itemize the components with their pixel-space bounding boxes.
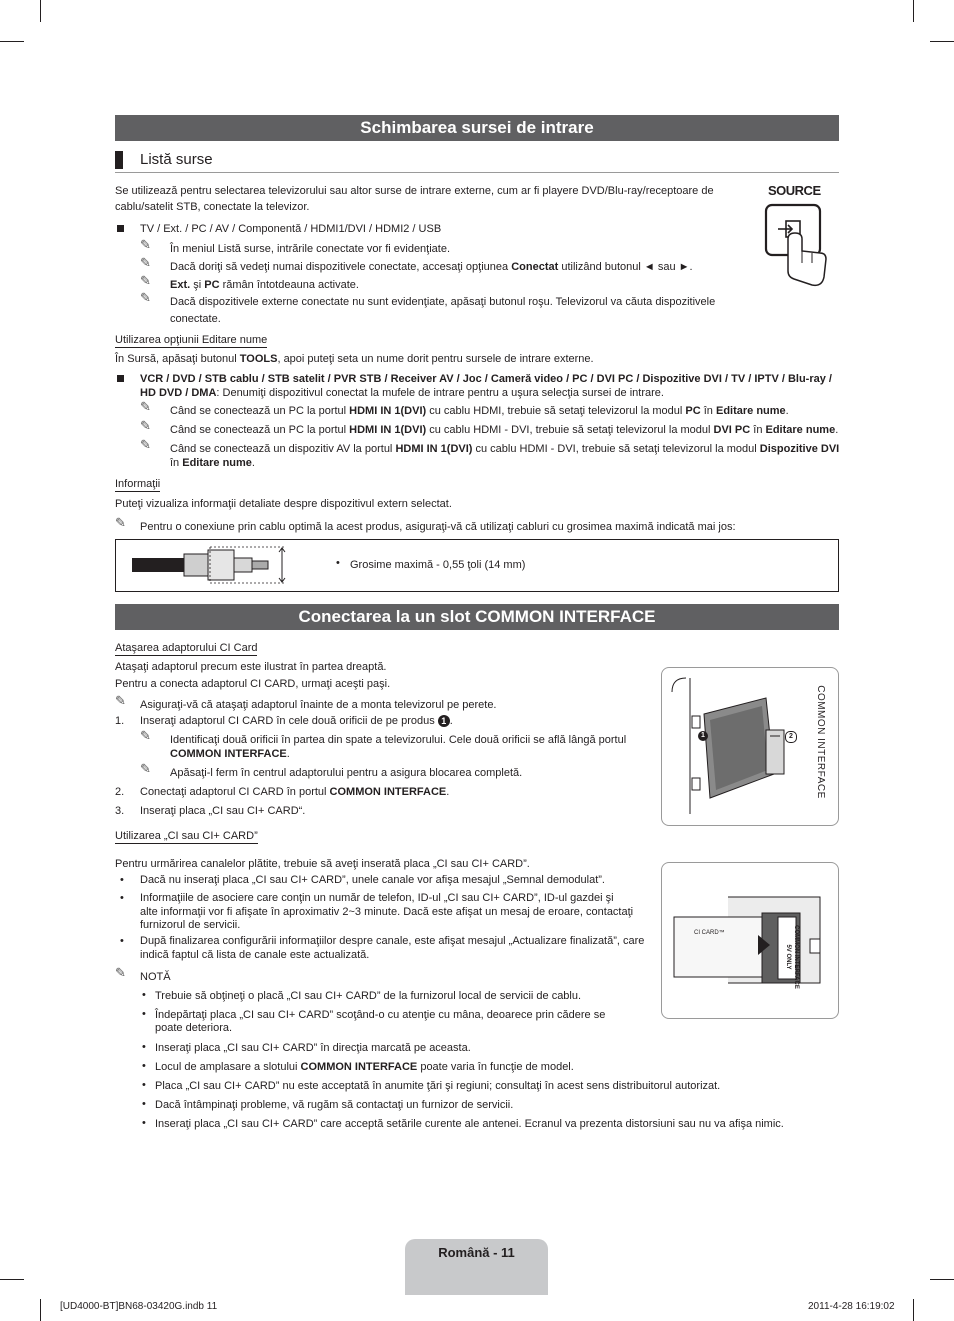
- note-text: Când se conectează un PC la portul HDMI IN 1(DVI) cu cablu HDMI - DVI, trebuie să setaţi televizorul la modul DVI PC în Editare nume.: [170, 424, 839, 436]
- subsection-heading: [115, 148, 839, 173]
- pencil-note-icon: ✎: [140, 761, 151, 776]
- pencil-note-icon: ✎: [140, 399, 151, 414]
- note-text: conectate.: [170, 313, 221, 325]
- source-label: SOURCE: [768, 183, 821, 198]
- attach-heading: Ataşarea adaptorului CI Card: [115, 642, 258, 654]
- footer-file: [UD4000-BT]BN68-03420G.indb 11: [60, 1301, 218, 1312]
- crop-mark: [0, 41, 24, 42]
- attach-text: Ataşaţi adaptorul precum este ilustrat în partea dreaptă.: [115, 661, 387, 673]
- info-heading: Informaţii: [115, 478, 161, 490]
- pencil-note-icon: ✎: [115, 515, 126, 530]
- page-number-tab: [405, 1239, 548, 1295]
- attach-note: Asiguraţi-vă că ataşaţi adaptorul înainte de a monta televizorul pe perete.: [140, 699, 497, 711]
- note-text: în Editare nume.: [170, 457, 255, 469]
- bullet-dot: •: [142, 1008, 146, 1020]
- bullet-dot: •: [142, 1117, 146, 1129]
- step-text: Inseraţi adaptorul CI CARD în cele două orificii de pe produs 1 .: [140, 715, 453, 727]
- step-number: 3.: [115, 805, 125, 817]
- note-text: COMMON INTERFACE.: [170, 748, 290, 760]
- use-ci-heading: Utilizarea „CI sau CI+ CARD”: [115, 830, 258, 842]
- note-text: Când se conectează un PC la portul HDMI IN 1(DVI) cu cablu HDMI, trebuie să setaţi televizorul la modul PC în Editare nume.: [170, 405, 789, 417]
- tv-back-illustration: [670, 674, 800, 819]
- section-title: Conectarea la un slot COMMON INTERFACE: [115, 604, 839, 630]
- source-button-illustration: [762, 183, 834, 293]
- bullet-text: După finalizarea configurării informaţiilor despre canale, este afişat mesajul „Actualizare finalizată”, care: [140, 935, 645, 947]
- cable-illustration: [130, 544, 310, 586]
- bullet-text: alte informaţii vor fi afişate în aproximativ 2~3 minute. Dacă este afişat un mesaj de eroare, contactaţi: [140, 906, 634, 918]
- ci-adapter-diagram: [661, 667, 839, 826]
- cable-spec: Grosime maximă - 0,55 ţoli (14 mm): [350, 559, 526, 571]
- bullet-dot: •: [142, 1060, 146, 1072]
- bullet-dot: •: [336, 557, 340, 569]
- cable-spec-box: [115, 539, 839, 592]
- ci-card-insert-illustration: [670, 887, 832, 997]
- nota-item: Trebuie să obţineţi o placă „CI sau CI+ CARD” de la furnizorul local de servicii de cablu.: [155, 990, 582, 1002]
- step-badge: 1: [438, 715, 450, 727]
- step-text: Conectaţi adaptorul CI CARD în portul COMMON INTERFACE.: [140, 786, 450, 798]
- footer-date: 2011-4-28 16:19:02: [808, 1301, 895, 1312]
- pencil-note-icon: ✎: [140, 255, 151, 270]
- source-list: TV / Ext. / PC / AV / Componentă / HDMI1/DVI / HDMI2 / USB: [140, 223, 442, 235]
- note-text: Apăsaţi-l ferm în centrul adaptorului pentru a asigura blocarea completă.: [170, 767, 523, 779]
- bullet-dot: •: [120, 935, 124, 947]
- crop-mark: [930, 41, 954, 42]
- crop-mark: [40, 1299, 41, 1321]
- bullet-text: indică faptul că lista de canale este actualizată.: [140, 949, 370, 961]
- cable-note: Pentru o conexiune prin cablu optimă la acest produs, asiguraţi-vă că utilizaţi cabluri cu grosimea maximă indicată mai jos:: [140, 521, 736, 533]
- slot-label: COMMON INTERFACE 5V ONLY: [785, 925, 799, 989]
- bullet-dot: •: [142, 989, 146, 1001]
- device-list: HD DVD / DMA: Denumiţi dispozitivul conectat la mufele de intrare pentru a uşura selecţia sursei de intrare.: [140, 387, 664, 399]
- info-text: Puteţi vizualiza informaţii detaliate despre dispozitivul extern selectat.: [115, 498, 452, 510]
- pencil-note-icon: ✎: [140, 437, 151, 452]
- pencil-note-icon: ✎: [140, 237, 151, 252]
- nota-heading: NOTĂ: [140, 971, 171, 983]
- bullet-dot: •: [142, 1098, 146, 1110]
- source-key-icon: [762, 201, 834, 293]
- pencil-note-icon: ✎: [140, 273, 151, 288]
- step-text: Inseraţi placa „CI sau CI+ CARD“.: [140, 805, 306, 817]
- note-text: Identificaţi două orificii în partea din spate a televizorului. Cele două orificii se află lângă portul: [170, 734, 627, 746]
- nota-item: Dacă întâmpinaţi probleme, vă rugăm să contactaţi un furnizor de servicii.: [155, 1099, 514, 1111]
- note-text: Dacă dispozitivele externe conectate nu sunt evidenţiate, apăsaţi butonul roşu. Televizorul va căuta dispozitivele: [170, 296, 716, 308]
- intro-text: cablu/satelit STB, conectate la televizor.: [115, 201, 310, 213]
- subsection-label: Listă surse: [140, 151, 213, 168]
- note-text: În meniul Listă surse, intrările conectate vor fi evidenţiate.: [170, 243, 451, 255]
- nota-item: Locul de amplasare a slotului COMMON INTERFACE poate varia în funcţie de model.: [155, 1061, 574, 1073]
- bullet-square: [117, 375, 124, 382]
- bullet-dot: •: [142, 1041, 146, 1053]
- pencil-note-icon: ✎: [140, 290, 151, 305]
- crop-mark: [40, 0, 41, 22]
- common-interface-label: COMMON INTERFACE: [815, 685, 826, 799]
- pencil-note-icon: ✎: [115, 965, 126, 980]
- use-ci-intro: Pentru urmărirea canalelor plătite, trebuie să aveţi inserată placa „CI sau CI+ CARD”.: [115, 858, 530, 870]
- bullet-dot: •: [120, 874, 124, 886]
- nota-item: Inseraţi placa „CI sau CI+ CARD” în direcţia marcată pe aceasta.: [155, 1042, 471, 1054]
- badge-1: 1: [698, 731, 708, 741]
- pencil-note-icon: ✎: [115, 693, 126, 708]
- intro-text: Se utilizează pentru selectarea televizorului sau altor surse de intrare externe, cum ar fi playere DVD/Blu-ray/receptoare de: [115, 185, 714, 197]
- bullet-text: Informaţiile de asociere care conţin un număr de telefon, ID-ul „CI sau CI+ CARD”, ID-ul gazdei şi: [140, 892, 614, 904]
- bullet-dot: •: [120, 892, 124, 904]
- crop-mark: [913, 0, 914, 22]
- crop-mark: [930, 1279, 954, 1280]
- device-list: VCR / DVD / STB cablu / STB satelit / PVR STB / Receiver AV / Joc / Cameră video / PC / DVI PC / Dispozitive DVI / TV / IPTV / Blu-ray /: [140, 373, 832, 385]
- ci-card-label: CI CARD™: [694, 930, 725, 936]
- section-title: Schimbarea sursei de intrare: [115, 115, 839, 141]
- note-text: Dacă doriţi să vedeţi numai dispozitivele conectate, accesaţi opţiunea Conectat utilizând butonul ◄ sau ►.: [170, 261, 693, 273]
- crop-mark: [0, 1279, 24, 1280]
- page-number: Română - 11: [438, 1245, 515, 1260]
- pencil-note-icon: ✎: [140, 418, 151, 433]
- note-text: Când se conectează un dispozitiv AV la portul HDMI IN 1(DVI) cu cablu HDMI - DVI, trebuie să setaţi televizorul la modul Dispozitive DVI: [170, 443, 840, 455]
- nota-item: Îndepărtaţi placa „CI sau CI+ CARD” scoţând-o cu atenţie cu mâna, deoarece prin cădere se: [155, 1009, 606, 1021]
- bullet-dot: •: [142, 1079, 146, 1091]
- edit-name-text: În Sursă, apăsaţi butonul TOOLS, apoi puteţi seta un nume dorit pentru sursele de intrare externe.: [115, 353, 594, 365]
- step-number: 2.: [115, 786, 125, 798]
- nota-item: Inseraţi placa „CI sau CI+ CARD” care acceptă setările curente ale antenei. Ecranul va prezenta distorsiuni sau nu va afişa nimic.: [155, 1118, 784, 1130]
- heading-marker: [115, 151, 123, 169]
- step-number: 1.: [115, 715, 125, 727]
- note-text: Ext. şi PC rămân întotdeauna activate.: [170, 279, 359, 291]
- nota-item: poate deteriora.: [155, 1022, 233, 1034]
- ci-card-diagram: [661, 862, 839, 1019]
- crop-mark: [913, 1299, 914, 1321]
- nota-item: Placa „CI sau CI+ CARD” nu este acceptată în anumite ţări şi regiuni; consultaţi în acest sens distribuitorul autorizat.: [155, 1080, 721, 1092]
- bullet-square: [117, 225, 124, 232]
- bullet-text: furnizorul de servicii.: [140, 919, 241, 931]
- bullet-text: Dacă nu inseraţi placa „CI sau CI+ CARD”, unele canale vor afişa mesajul „Semnal demodulat”.: [140, 874, 605, 886]
- attach-text: Pentru a conecta adaptorul CI CARD, urmaţi aceşti paşi.: [115, 678, 391, 690]
- edit-name-heading: Utilizarea opţiunii Editare nume: [115, 334, 268, 346]
- pencil-note-icon: ✎: [140, 728, 151, 743]
- badge-2: 2: [785, 731, 797, 743]
